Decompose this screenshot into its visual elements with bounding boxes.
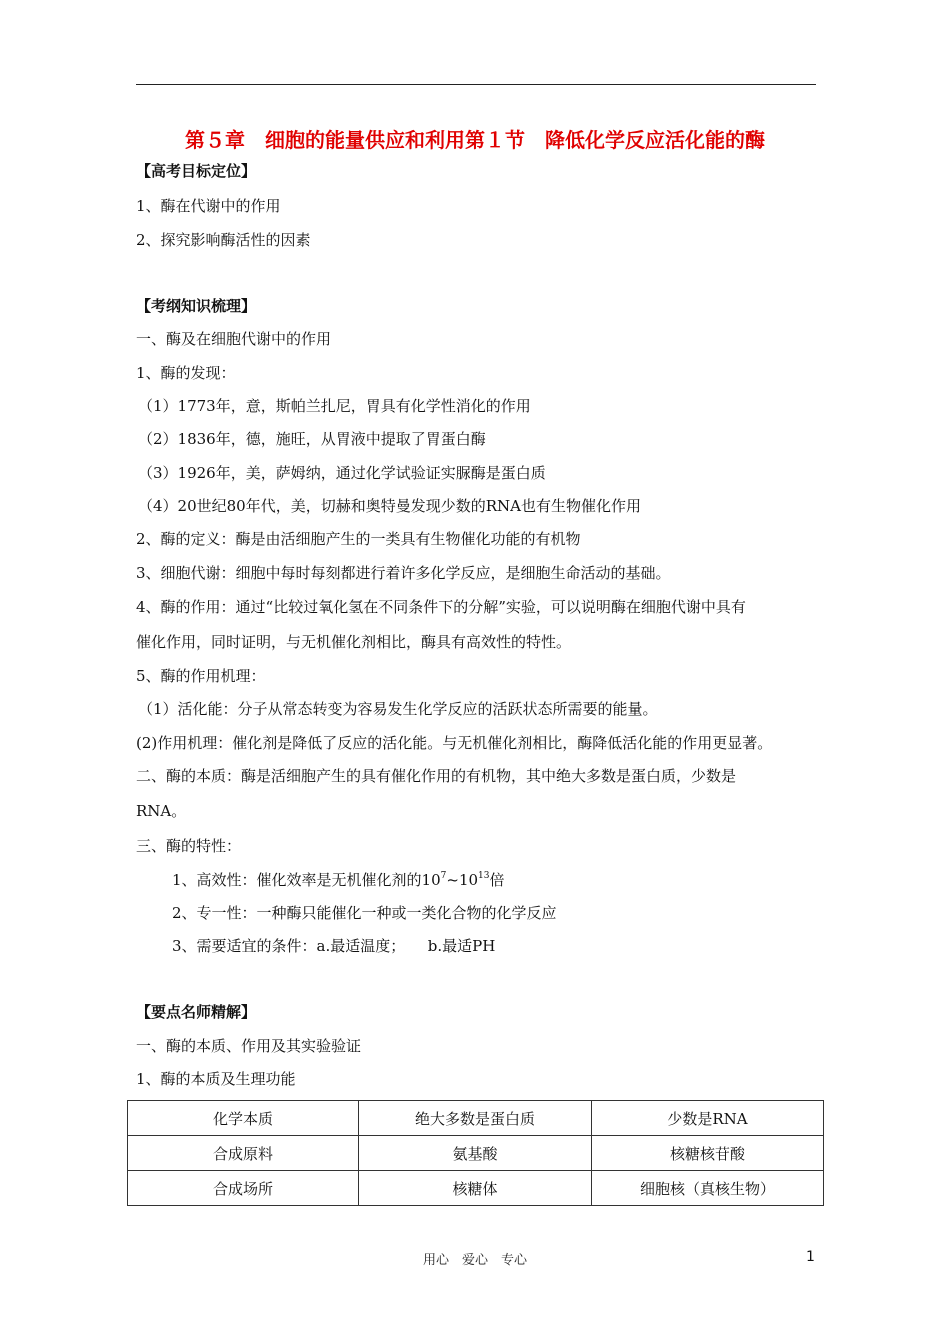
enzyme-table xyxy=(127,1100,824,1206)
text-line: 1、高效性：催化效率是无机催化剂的$10^7\sim 10^{13}$倍 xyxy=(172,871,505,889)
text-line: 三、酶的特性： xyxy=(136,837,242,855)
text-line: 1、酶的发现： xyxy=(136,364,236,382)
table-cell: 化学本质 xyxy=(128,1101,359,1136)
footer-motto: 用心 爱心 专心 xyxy=(422,1253,527,1268)
table-cell: 核糖体 xyxy=(359,1171,592,1206)
text-line: 二、酶的本质：酶是活细胞产生的具有催化作用的有机物，其中绝大多数是蛋白质，少数是 xyxy=(136,767,737,785)
text-line: 1、酶的本质及生理功能 xyxy=(136,1070,296,1088)
table-cell: 合成场所 xyxy=(128,1171,359,1206)
table-row xyxy=(128,1136,824,1171)
text-line: 2、专一性：一种酶只能催化一种或一类化合物的化学反应 xyxy=(172,904,557,922)
table-cell: 合成原料 xyxy=(128,1136,359,1171)
text-line: 3、细胞代谢：细胞中每时每刻都进行着许多化学反应，是细胞生命活动的基础。 xyxy=(136,564,671,582)
goal-item-1: 1、酶在代谢中的作用 xyxy=(136,197,281,215)
text-line: 一、酶及在细胞代谢中的作用 xyxy=(136,330,332,348)
text-line: RNA。 xyxy=(136,802,187,820)
table-cell: 少数是RNA xyxy=(592,1101,824,1136)
table-cell: 核糖核苷酸 xyxy=(592,1136,824,1171)
table-row xyxy=(128,1101,824,1136)
text-line: 催化作用，同时证明，与无机催化剂相比，酶具有高效性的特性。 xyxy=(136,633,572,651)
table-cell: 绝大多数是蛋白质 xyxy=(359,1101,592,1136)
text-line: 5、酶的作用机理： xyxy=(136,667,266,685)
text-line: 4、酶的作用：通过“比较过氧化氢在不同条件下的分解”实验，可以说明酶在细胞代谢中具有 xyxy=(136,598,746,616)
text-line: (2)作用机理：催化剂是降低了反应的活化能。与无机催化剂相比，酶降低活化能的作用更显著。 xyxy=(136,734,773,752)
text-line: （4）20世纪80年代，美，切赫和奥特曼发现少数的RNA也有生物催化作用 xyxy=(138,497,641,515)
table-cell: 氨基酸 xyxy=(359,1136,592,1171)
section-heading-key-points: 【要点名师精解】 xyxy=(136,1003,257,1021)
page-number: 1 xyxy=(806,1249,815,1265)
page-title: 第５章 细胞的能量供应和利用第１节 降低化学反应活化能的酶 xyxy=(185,128,765,152)
text-line: （1）活化能：分子从常态转变为容易发生化学反应的活跃状态所需要的能量。 xyxy=(138,700,658,718)
table-cell: 细胞核（真核生物） xyxy=(592,1171,824,1206)
text-line: （2）1836年，德，施旺，从胃液中提取了胃蛋白酶 xyxy=(138,430,486,448)
goal-item-2: 2、探究影响酶活性的因素 xyxy=(136,231,311,249)
text-line: 一、酶的本质、作用及其实验验证 xyxy=(136,1037,362,1055)
text-line: 3、需要适宜的条件：a.最适温度； b.最适PH xyxy=(172,937,496,955)
text-line: （3）1926年，美，萨姆纳，通过化学试验证实脲酶是蛋白质 xyxy=(138,464,546,482)
text-line: 2、酶的定义：酶是由活细胞产生的一类具有生物催化功能的有机物 xyxy=(136,530,581,548)
table-row xyxy=(128,1171,824,1206)
text-line: （1）1773年，意，斯帕兰扎尼，胃具有化学性消化的作用 xyxy=(138,397,531,415)
section-heading-knowledge: 【考纲知识梳理】 xyxy=(136,297,257,315)
header-rule xyxy=(136,84,816,85)
section-heading-goals: 【高考目标定位】 xyxy=(136,162,257,180)
